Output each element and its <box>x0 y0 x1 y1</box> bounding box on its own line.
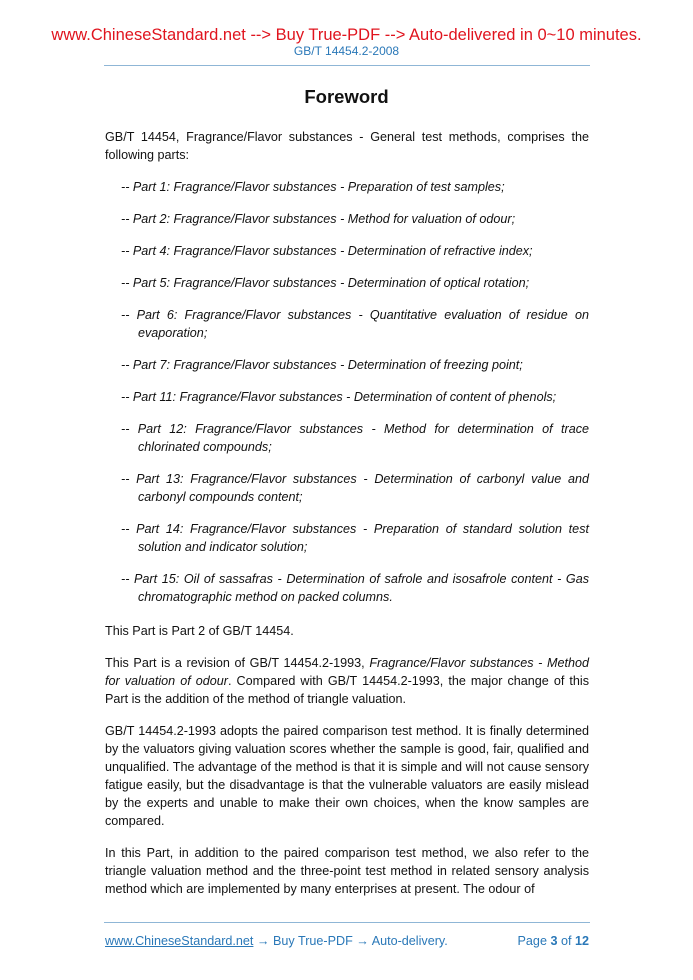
part-item: -- Part 11: Fragrance/Flavor substances - Determination of content of phenols; <box>121 390 557 404</box>
part-item: -- Part 4: Fragrance/Flavor substances - Determination of refractive index; <box>121 244 533 258</box>
intro-paragraph: GB/T 14454, Fragrance/Flavor substances - General test methods, comprises the following parts: <box>105 130 589 162</box>
footer-divider <box>104 922 590 923</box>
footer-text: → Buy True-PDF → Auto-delivery. <box>253 934 448 948</box>
promo-banner[interactable]: www.ChineseStandard.net --> Buy True-PDF --> Auto-delivered in 0~10 minutes. <box>51 26 642 44</box>
part-item: -- Part 15: Oil of sassafras - Determination of safrole and isosafrole content - Gas chromatographic method on packed columns. <box>121 572 589 604</box>
standard-number: GB/T 14454.2-2008 <box>293 44 400 58</box>
total-pages: 12 <box>574 934 589 948</box>
revision-text: . Compared with GB/T 14454.2-1993, the major change of this Part is the addition of the method of triangle valuation. <box>105 674 589 706</box>
current-page: 3 <box>550 934 558 948</box>
part-item: -- Part 7: Fragrance/Flavor substances - Determination of freezing point; <box>121 358 523 372</box>
header-divider <box>104 65 590 66</box>
paragraph-method: GB/T 14454.2-1993 adopts the paired comparison test method. It is finally determined by the valuators giving valuation scores whether the sample is good, fair, qualified and unqualified. The advantage of the method is that it is simple and will not cause sensory fatigue easily, but the disadvantage is that the vulnerable valuators are easily mislead by the experts and unable to make their own choices, when the know samples are compared. <box>105 724 589 828</box>
footer-link[interactable]: www.ChineseStandard.net <box>105 934 254 948</box>
paragraph-revision <box>105 654 589 708</box>
part-item: -- Part 5: Fragrance/Flavor substances - Determination of optical rotation; <box>121 276 530 290</box>
revision-title: Fragrance/Flavor substances - Method for valuation of odour <box>105 656 589 688</box>
paragraph-this-part: In this Part, in addition to the paired comparison test method, we also refer to the triangle valuation method and the three-point test method in related sensory analysis method which are implemented by many enterprises at present. The odour of <box>105 846 589 896</box>
paragraph-part-number: This Part is Part 2 of GB/T 14454. <box>105 624 294 638</box>
page-title: Foreword <box>304 86 389 107</box>
page-number <box>518 933 589 949</box>
part-item: -- Part 2: Fragrance/Flavor substances - Method for valuation of odour; <box>121 212 516 226</box>
revision-text: This Part is a revision of GB/T 14454.2-1993, <box>105 656 370 670</box>
part-item: -- Part 13: Fragrance/Flavor substances - Determination of carbonyl value and carbonyl compounds content; <box>121 472 589 504</box>
of-label: of <box>557 934 575 948</box>
part-item: -- Part 14: Fragrance/Flavor substances - Preparation of standard solution test solution and indicator solution; <box>121 522 589 554</box>
page-footer <box>105 933 589 949</box>
part-item: -- Part 6: Fragrance/Flavor substances - Quantitative evaluation of residue on evaporation; <box>121 308 589 340</box>
part-item: -- Part 1: Fragrance/Flavor substances - Preparation of test samples; <box>121 180 505 194</box>
document-body <box>105 128 589 912</box>
page-label: Page <box>517 934 551 948</box>
part-item: -- Part 12: Fragrance/Flavor substances - Method for determination of trace chlorinated compounds; <box>121 422 589 454</box>
